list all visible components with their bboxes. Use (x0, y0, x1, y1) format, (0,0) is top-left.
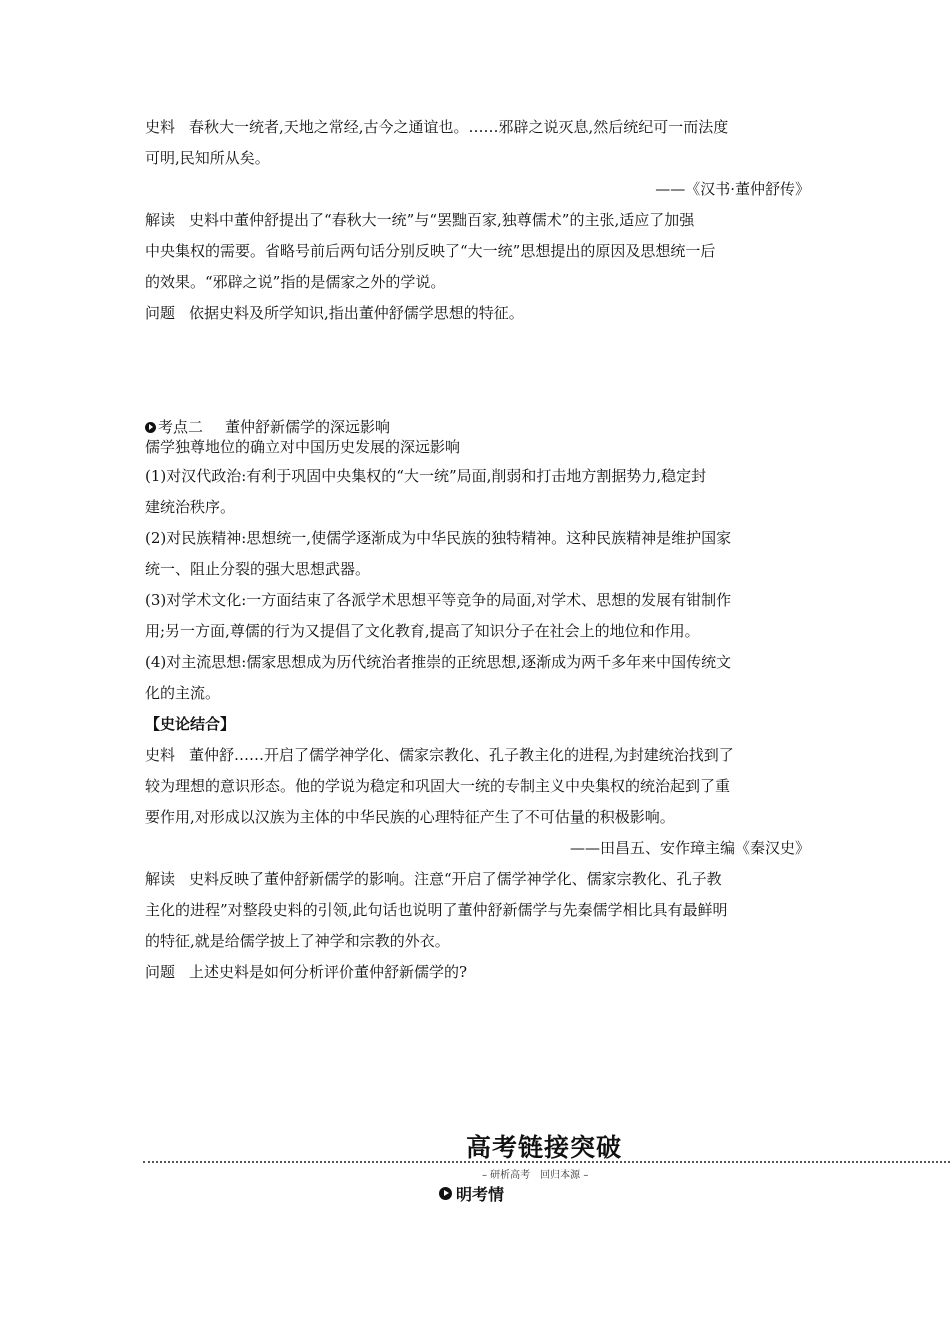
list-item-line: (3)对学术文化:一方面结束了各派学术思想平等竞争的局面,对学术、思想的发展有钳制作 (145, 591, 732, 609)
question-paragraph (145, 957, 810, 988)
interpretation-text-line: 史料反映了董仲舒新儒学的影响。注意“开启了儒学神学化、儒家宗教化、孔子教 (189, 870, 722, 888)
section-heading (145, 417, 810, 437)
source-text-line: 可明,民知所从矣。 (145, 149, 270, 167)
interpretation-text-line: 的效果。“邪辟之说”指的是儒家之外的学说。 (145, 273, 446, 291)
interpretation-text-line: 中央集权的需要。省略号前后两句话分别反映了“大一统”思想提出的原因及思想统一后 (145, 242, 716, 260)
banner-section-heading (439, 1182, 504, 1205)
play-circle-icon (439, 1187, 452, 1200)
list-item-line: (2)对民族精神:思想统一,使儒学逐渐成为中华民族的独特精神。这种民族精神是维护国家 (145, 529, 732, 547)
section-heading-label: 考点二 (158, 418, 204, 436)
question-text: 上述史料是如何分析评价董仲舒新儒学的? (189, 963, 468, 981)
question-label: 问题 (145, 963, 176, 981)
interpretation-text-line: 主化的进程”对整段史料的引领,此句话也说明了董仲舒新儒学与先秦儒学相比具有最鲜明 (145, 901, 728, 919)
list-item-line: 建统治秩序。 (145, 498, 236, 516)
source-label: 史料 (145, 746, 176, 764)
source-text-line: 董仲舒……开启了儒学神学化、儒家宗教化、孔子教主化的进程,为封建统治找到了 (189, 746, 734, 764)
list-item-line: (1)对汉代政治:有利于巩固中央集权的“大一统”局面,削弱和打击地方割据势力,稳定封 (145, 467, 707, 485)
banner-section-label: 明考情 (456, 1185, 505, 1204)
list-item-line: 统一、阻止分裂的强大思想武器。 (145, 560, 371, 578)
document-body (145, 112, 810, 988)
source-paragraph (145, 112, 810, 143)
section-heading-title: 董仲舒新儒学的深远影响 (225, 418, 391, 436)
banner-title: 高考链接突破 (466, 1133, 623, 1162)
source-text-line: 春秋大一统者,天地之常经,古今之通谊也。……邪辟之说灭息,然后统纪可一而法度 (189, 118, 729, 136)
question-text: 依据史料及所学知识,指出董仲舒儒学思想的特征。 (189, 304, 524, 322)
interpretation-label: 解读 (145, 870, 176, 888)
citation: ——田昌五、安作璋主编《秦汉史》 (569, 839, 810, 857)
interpretation-paragraph (145, 205, 810, 236)
interpretation-label: 解读 (145, 211, 176, 229)
list-item-line: 化的主流。 (145, 684, 221, 702)
question-paragraph (145, 298, 810, 329)
subheading: 儒学独尊地位的确立对中国历史发展的深远影响 (145, 438, 461, 456)
source-label: 史料 (145, 118, 176, 136)
interpretation-text-line: 的特征,就是给儒学披上了神学和宗教的外衣。 (145, 932, 450, 950)
question-label: 问题 (145, 304, 176, 322)
interpretation-paragraph (145, 864, 810, 895)
source-text-line: 较为理想的意识形态。他的学说为稳定和巩固大一统的专制主义中央集权的统治起到了重 (145, 777, 731, 795)
interpretation-text-line: 史料中董仲舒提出了“春秋大一统”与“罢黜百家,独尊儒术”的主张,适应了加强 (189, 211, 695, 229)
combine-title: 【史论结合】 (145, 715, 236, 733)
banner-subtitle: – 研析高考 回归本源 – (482, 1170, 589, 1181)
list-item-line: 用;另一方面,尊儒的行为又提倡了文化教育,提高了知识分子在社会上的地位和作用。 (145, 622, 700, 640)
dotted-divider (143, 1161, 950, 1163)
play-circle-icon (145, 422, 156, 433)
citation: ——《汉书·董仲舒传》 (655, 180, 810, 198)
source-text-line: 要作用,对形成以汉族为主体的中华民族的心理特征产生了不可估量的积极影响。 (145, 808, 675, 826)
list-item-line: (4)对主流思想:儒家思想成为历代统治者推崇的正统思想,逐渐成为两千多年来中国传统文 (145, 653, 732, 671)
source-paragraph (145, 740, 810, 771)
